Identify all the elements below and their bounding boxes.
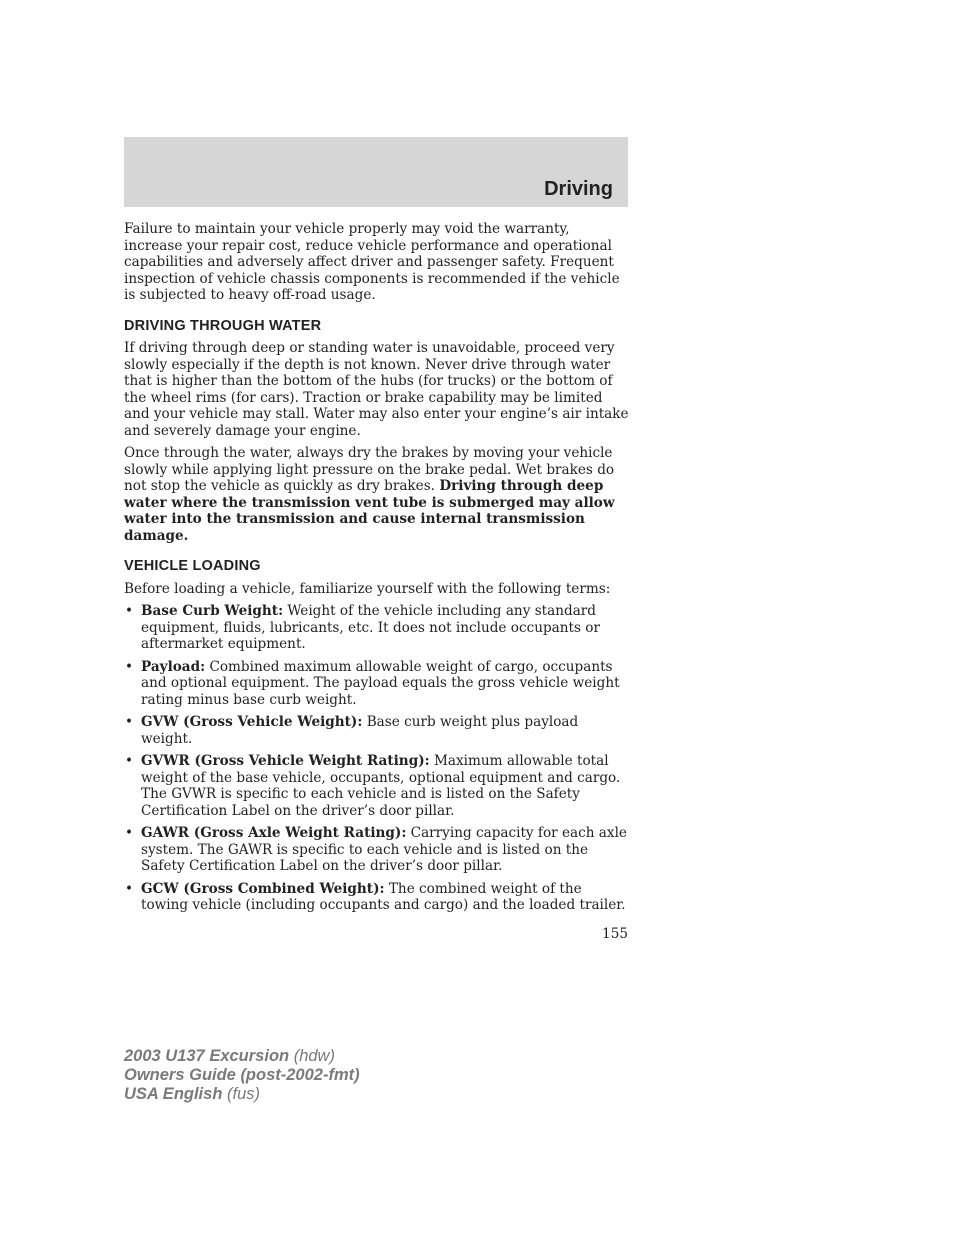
section-header-band [124, 137, 628, 207]
term-definition: Base curb weight plus payload weight. [141, 714, 579, 747]
list-item [124, 881, 630, 914]
footer-line-1 [124, 1047, 360, 1066]
water-paragraph-2 [124, 445, 630, 544]
water-paragraph-1: If driving through deep or standing water is unavoidable, proceed very slowly especially if the depth is not known. Never drive through water that is higher than the bottom of the hubs (for trucks) or the bottom of the wheel rims (for cars). Traction or brake capability may be limited and your vehicle may stall. Water may also enter your engine’s air intake and severely damage your engine. [124, 340, 629, 439]
footer-model-code: (hdw) [289, 1047, 335, 1065]
list-item [124, 659, 630, 709]
footer-language-code: (fus) [222, 1085, 260, 1103]
term-definition: The combined weight of the towing vehicle (including occupants and cargo) and the loaded trailer. [141, 880, 626, 913]
term-label: GCW (Gross Combined Weight): [141, 880, 385, 897]
bullet-icon: • [125, 880, 134, 897]
list-item [124, 714, 630, 747]
page-number: 155 [602, 926, 628, 942]
footer-model: 2003 U137 Excursion [124, 1047, 290, 1065]
footer-language: USA English [124, 1085, 223, 1103]
term-definition: Carrying capacity for each axle system. The GAWR is specific to each vehicle and is listed on the Safety Certification Label on the driver’s door pillar. [141, 825, 627, 874]
list-item [124, 753, 630, 819]
bullet-icon: • [125, 714, 134, 730]
intro-paragraph: Failure to maintain your vehicle properly may void the warranty, increase your repair cost, reduce vehicle performance and operational capabilities and adversely affect driver and passenger safety. Frequent inspection of vehicle chassis components is recommended if the vehicle is subjected to heavy off-road usage. [124, 221, 620, 303]
heading-vehicle-loading: VEHICLE LOADING [124, 558, 261, 574]
bullet-icon: • [125, 658, 134, 675]
term-label: GAWR (Gross Axle Weight Rating): [141, 825, 407, 841]
document-footer [124, 1047, 360, 1104]
term-definition: Weight of the vehicle including any standard equipment, fluids, lubricants, etc. It does not include occupants or aftermarket equipment. [141, 603, 600, 652]
footer-line-3 [124, 1085, 360, 1104]
bullet-icon: • [125, 825, 134, 841]
bullet-icon: • [125, 753, 134, 769]
term-label: GVWR (Gross Vehicle Weight Rating): [141, 753, 430, 769]
loading-intro: Before loading a vehicle, familiarize yourself with the following terms: [124, 580, 611, 597]
term-label: Payload: [141, 658, 206, 675]
list-item [124, 603, 630, 653]
term-definition: Combined maximum allowable weight of cargo, occupants and optional equipment. The payload equals the gross vehicle weight rating minus base curb weight. [141, 658, 620, 708]
list-item [124, 825, 630, 875]
water-warning-text: Driving through deep water where the transmission vent tube is submerged may allow water into the transmission and cause internal transmission damage. [124, 478, 615, 544]
term-label: Base Curb Weight: [141, 603, 284, 619]
term-definition: Maximum allowable total weight of the base vehicle, occupants, optional equipment and cargo. The GVWR is specific to each vehicle and is listed on the Safety Certification Label on the driver’s door pillar. [141, 753, 621, 819]
section-title: Driving [544, 178, 613, 200]
footer-line-2 [124, 1066, 360, 1085]
bullet-icon: • [125, 603, 134, 619]
page-content [124, 221, 630, 920]
footer-guide: Owners Guide (post-2002-fmt) [124, 1066, 360, 1084]
loading-terms-list [124, 603, 630, 914]
term-label: GVW (Gross Vehicle Weight): [141, 714, 363, 730]
heading-driving-through-water: DRIVING THROUGH WATER [124, 317, 322, 334]
water-paragraph-2-text: Once through the water, always dry the brakes by moving your vehicle slowly while applying light pressure on the brake pedal. Wet brakes do not stop the vehicle as quickly as dry brakes. [124, 445, 615, 494]
